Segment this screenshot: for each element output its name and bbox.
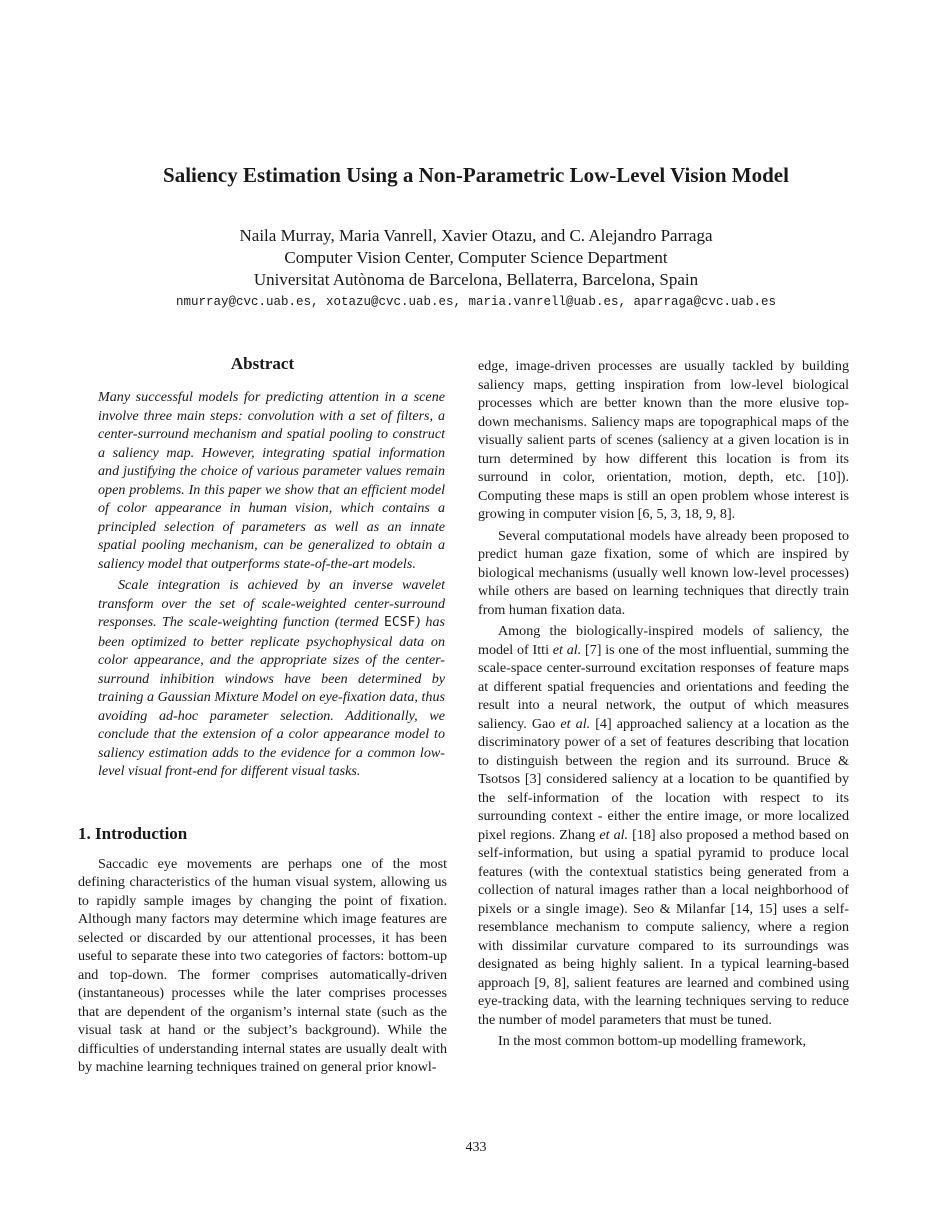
abstract-paragraph-2	[98, 576, 445, 781]
left-column	[78, 352, 447, 1080]
et-al: et al.	[560, 715, 591, 732]
abstract-body	[78, 388, 447, 781]
ecsf-math: ECSF	[384, 615, 416, 630]
et-al: et al.	[552, 641, 582, 658]
affiliation-line-2: Universitat Autònoma de Barcelona, Bellaterra, Barcelona, Spain	[253, 270, 699, 289]
paragraph-text: [7] is one of the most influential, summing the scale-space center-surround excitation responses of feature maps at different spatial frequencies and orientations and feeding the result into a neural network, the output of which measures saliency. Gao	[478, 641, 849, 732]
abstract-heading: Abstract	[230, 354, 295, 373]
paragraph-text: [4] approached saliency at a location as the discriminatory power of a set of features describing that location to distinguish between the region and its surround. Bruce & Tsotsos [3] considered saliency at a location to be quantified by the self-information of the location with respect to its surrounding context - either the entire image, or more localized pixel regions. Zhang	[478, 715, 850, 843]
intro-paragraph-4: In the most common bottom-up modelling framework,	[498, 1033, 807, 1049]
paragraph-text: [18] also proposed a method based on self-information, but using a spatial pyramid to produce local features (with the contextual statistics being generated from a collection of natural images rather than a local neighborhood of pixels or a single image). Seo & Milanfar [14, 15] uses a self-resemblance mechanism to compute saliency, where a region with dissimilar curvature compared to its surroundings was designated as being highly salient. In a typical learning-based approach [9, 8], salient features are learned and combined using eye-tracking data, with the learning techniques serving to reduce the number of model parameters that must be tuned.	[478, 826, 849, 1028]
et-al: et al.	[599, 826, 629, 843]
abstract-text: ) has been optimized to better replicate psychophysical data on color appearance, and the appropriate sizes of the center-surround inhibition windows have been determined by training a Gaussian Mixture Model on eye-fixation data, thus avoiding ad-hoc parameter selection. Additionally, we conclude that the extension of a color appearance model to saliency estimation adds to the evidence for a common low-level visual front-end for different visual tasks.	[98, 614, 445, 779]
author-emails: nmurray@cvc.uab.es, xotazu@cvc.uab.es, maria.vanrell@uab.es, aparraga@cvc.uab.es	[175, 295, 777, 309]
intro-paragraph-1-continued: edge, image-driven processes are usually tackled by building saliency maps, getting inspiration from low-level biological processes which are better known than the more elusive top-down mechanisms. Saliency maps are topographical maps of the visually salient parts of scenes (saliency at a given location is in turn determined by how different this location is from its surround in color, orientation, motion, depth, etc. [10]). Computing these maps is still an open problem whose interest is growing in computer vision [6, 5, 3, 18, 9, 8].	[478, 358, 849, 522]
author-block	[0, 225, 952, 291]
introduction-heading: 1. Introduction	[78, 823, 188, 843]
right-column	[478, 357, 849, 1054]
affiliation-line-1: Computer Vision Center, Computer Science Department	[284, 248, 668, 267]
paragraph-text: Among the biologically-inspired models of saliency, the model of Itti	[478, 623, 849, 658]
paper-title: Saliency Estimation Using a Non-Parametric Low-Level Vision Model	[163, 163, 789, 187]
authors-line: Naila Murray, Maria Vanrell, Xavier Otazu, and C. Alejandro Parraga	[239, 226, 713, 245]
intro-paragraph-1: Saccadic eye movements are perhaps one of the most defining characteristics of the human visual system, allowing us to rapidly sample images by changing the point of fixation. Although many factors may determine which image features are selected or discarded by our attentional processes, it has been useful to separate these into two categories of factors: bottom-up and top-down. The former comprises automatically-driven (instantaneous) processes while the later comprises processes that are dependent of the organism’s internal state (such as the visual task at hand or the subject’s background). While the difficulties of understanding internal states are usually dealt with by machine learning techniques trained on general prior knowl-	[78, 855, 447, 1075]
page-number: 433	[465, 1140, 487, 1155]
intro-paragraph-3	[478, 622, 849, 1029]
abstract-paragraph-1: Many successful models for predicting attention in a scene involve three main steps: convolution with a set of filters, a center-surround mechanism and spatial pooling to construct a saliency map. However, integrating spatial information and justifying the choice of various parameter values remain open problems. In this paper we show that an efficient model of color appearance in human vision, which contains a principled selection of parameters as well as an innate spatial pooling mechanism, can be generalized to obtain a saliency model that outperforms state-of-the-art models.	[98, 389, 445, 572]
intro-paragraph-2: Several computational models have already been proposed to predict human gaze fixation, some of which are inspired by biological mechanisms (usually well known low-level processes) while others are based on learning techniques that directly train from human fixation data.	[478, 527, 849, 618]
abstract-text: Scale integration is achieved by an inverse wavelet transform over the set of scale-weighted center-surround responses. The scale-weighting function (termed	[98, 577, 445, 630]
